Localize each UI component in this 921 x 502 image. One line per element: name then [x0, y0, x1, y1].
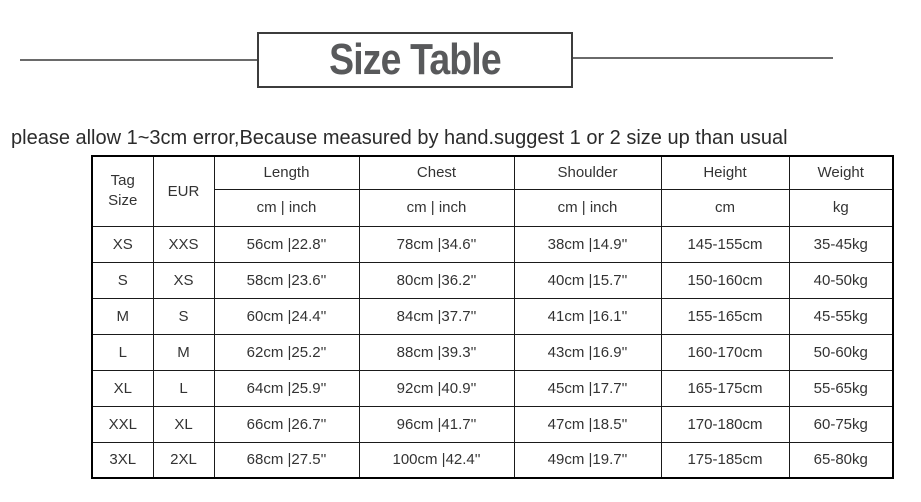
cell-shoulder: 45cm |17.7'' [514, 370, 661, 406]
size-row-m [92, 298, 893, 334]
size-row-xl [92, 370, 893, 406]
cell-shoulder: 43cm |16.9'' [514, 334, 661, 370]
cell-weight: 45-55kg [789, 298, 893, 334]
unit-height: cm [661, 189, 789, 226]
page-title: Size Table [329, 35, 501, 84]
header-eur: EUR [153, 156, 214, 226]
size-row-3xl [92, 442, 893, 478]
cell-tag: M [92, 298, 153, 334]
size-row-xs [92, 226, 893, 262]
cell-chest: 100cm |42.4'' [359, 442, 514, 478]
unit-chest: cm | inch [359, 189, 514, 226]
cell-length: 68cm |27.5'' [214, 442, 359, 478]
cell-height: 170-180cm [661, 406, 789, 442]
cell-weight: 65-80kg [789, 442, 893, 478]
unit-weight: kg [789, 189, 893, 226]
cell-weight: 40-50kg [789, 262, 893, 298]
header-length: Length [214, 156, 359, 189]
header-tag-size-label: Tag Size [108, 172, 138, 210]
cell-weight: 35-45kg [789, 226, 893, 262]
cell-chest: 96cm |41.7'' [359, 406, 514, 442]
unit-length: cm | inch [214, 189, 359, 226]
size-row-xxl [92, 406, 893, 442]
header-row-labels [92, 156, 893, 189]
cell-tag: XS [92, 226, 153, 262]
cell-length: 58cm |23.6'' [214, 262, 359, 298]
cell-weight: 60-75kg [789, 406, 893, 442]
cell-shoulder: 41cm |16.1'' [514, 298, 661, 334]
cell-eur: M [153, 334, 214, 370]
cell-tag: XXL [92, 406, 153, 442]
cell-tag: XL [92, 370, 153, 406]
banner-left-line [20, 59, 258, 61]
cell-shoulder: 47cm |18.5'' [514, 406, 661, 442]
cell-eur: XL [153, 406, 214, 442]
cell-length: 62cm |25.2'' [214, 334, 359, 370]
measurement-note: please allow 1~3cm error,Because measured by hand.suggest 1 or 2 size up than usual [11, 127, 788, 149]
cell-length: 60cm |24.4'' [214, 298, 359, 334]
cell-shoulder: 38cm |14.9'' [514, 226, 661, 262]
cell-chest: 78cm |34.6'' [359, 226, 514, 262]
size-row-s [92, 262, 893, 298]
title-box [257, 32, 573, 88]
cell-eur: XS [153, 262, 214, 298]
cell-height: 150-160cm [661, 262, 789, 298]
unit-shoulder: cm | inch [514, 189, 661, 226]
cell-eur: L [153, 370, 214, 406]
cell-weight: 55-65kg [789, 370, 893, 406]
cell-length: 64cm |25.9'' [214, 370, 359, 406]
cell-eur: S [153, 298, 214, 334]
cell-length: 56cm |22.8'' [214, 226, 359, 262]
cell-height: 160-170cm [661, 334, 789, 370]
cell-chest: 84cm |37.7'' [359, 298, 514, 334]
cell-height: 145-155cm [661, 226, 789, 262]
cell-length: 66cm |26.7'' [214, 406, 359, 442]
cell-tag: 3XL [92, 442, 153, 478]
cell-shoulder: 49cm |19.7'' [514, 442, 661, 478]
cell-eur: XXS [153, 226, 214, 262]
cell-tag: S [92, 262, 153, 298]
header-shoulder: Shoulder [514, 156, 661, 189]
size-row-l [92, 334, 893, 370]
size-table [91, 155, 894, 479]
cell-chest: 88cm |39.3'' [359, 334, 514, 370]
header-chest: Chest [359, 156, 514, 189]
banner-right-line [572, 57, 833, 59]
cell-height: 155-165cm [661, 298, 789, 334]
cell-tag: L [92, 334, 153, 370]
cell-eur: 2XL [153, 442, 214, 478]
cell-height: 175-185cm [661, 442, 789, 478]
header-weight: Weight [789, 156, 893, 189]
cell-chest: 92cm |40.9'' [359, 370, 514, 406]
header-height: Height [661, 156, 789, 189]
cell-height: 165-175cm [661, 370, 789, 406]
header-tag-size [92, 156, 153, 226]
cell-shoulder: 40cm |15.7'' [514, 262, 661, 298]
cell-chest: 80cm |36.2'' [359, 262, 514, 298]
cell-weight: 50-60kg [789, 334, 893, 370]
